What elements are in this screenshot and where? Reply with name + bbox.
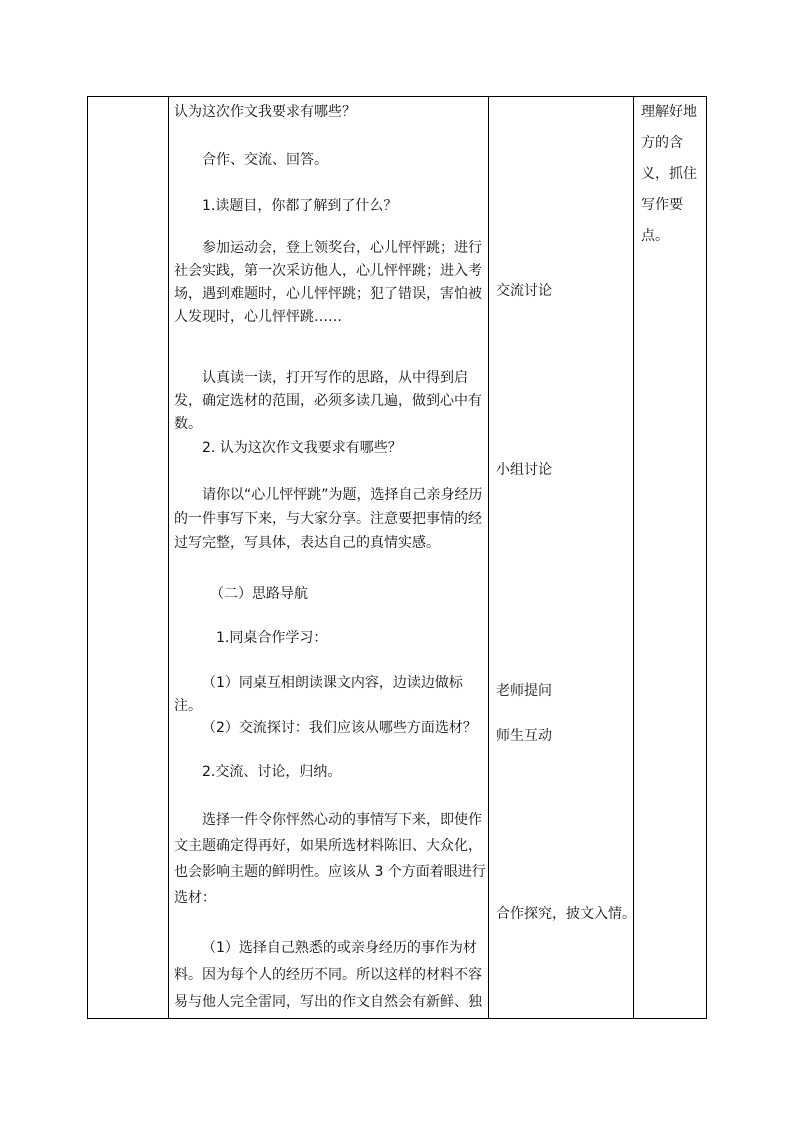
column-activity [488, 97, 636, 1018]
paragraph: 2.交流、讨论，归纳。 [202, 764, 342, 780]
paragraph: 参加运动会，登上领奖台，心儿怦怦跳；进行社会实践，第一次采访他人，心儿怦怦跳；进入考场，遇到难题时，心儿怦怦跳；犯了错误，害怕被人发现时，心儿怦怦跳…… [174, 240, 482, 325]
paragraph: 1.同桌合作学习： [216, 630, 328, 646]
paragraph: 合作、交流、回答。 [202, 152, 328, 168]
paragraph: 1.读题目，你都了解到了什么？ [202, 198, 398, 214]
column-teaching-content [168, 97, 488, 1018]
design-intent-text: 理解好地方的含义，抓住写作要点。 [641, 104, 697, 244]
paragraph: 选择一件令你怦然心动的事情写下来，即使作文主题确定得再好，如果所选材料陈旧、大众化，也会影响主题的鲜明性。应该从 3 个方面着眼进行选材： [174, 812, 486, 906]
activity-label: 合作探究，披文入情。 [496, 906, 636, 922]
activity-label: 师生互动 [496, 728, 552, 744]
lesson-plan-table [87, 96, 707, 1019]
column-design-intent [633, 97, 708, 1018]
column-empty [88, 97, 168, 1018]
paragraph: （2）交流探讨：我们应该从哪些方面选材？ [202, 720, 477, 736]
paragraph: 请你以“心儿怦怦跳”为题，选择自己亲身经历的一件事写下来，与大家分享。注意要把事情的经过写完整，写具体，表达自己的真情实感。 [174, 487, 483, 551]
paragraph: 认真读一读，打开写作的思路，从中得到启发，确定选材的范围，必须多读几遍，做到心中有数。 [174, 370, 482, 432]
paragraph: （1）选择自己熟悉的或亲身经历的事作为材料。因为每个人的经历不同。所以这样的材料不容易与他人完全雷同，写出的作文自然会有新鲜、独 [174, 940, 482, 1010]
paragraph: （二）思路导航 [210, 586, 308, 602]
activity-label: 交流讨论 [496, 283, 552, 299]
paragraph: （1）同桌互相朗读课文内容，边读边做标注。 [174, 675, 463, 714]
paragraph: 2. 认为这次作文我要求有哪些？ [202, 440, 402, 456]
activity-label: 老师提问 [496, 683, 552, 699]
paragraph: 认为这次作文我要求有哪些？ [174, 104, 356, 120]
activity-label: 小组讨论 [496, 462, 552, 478]
